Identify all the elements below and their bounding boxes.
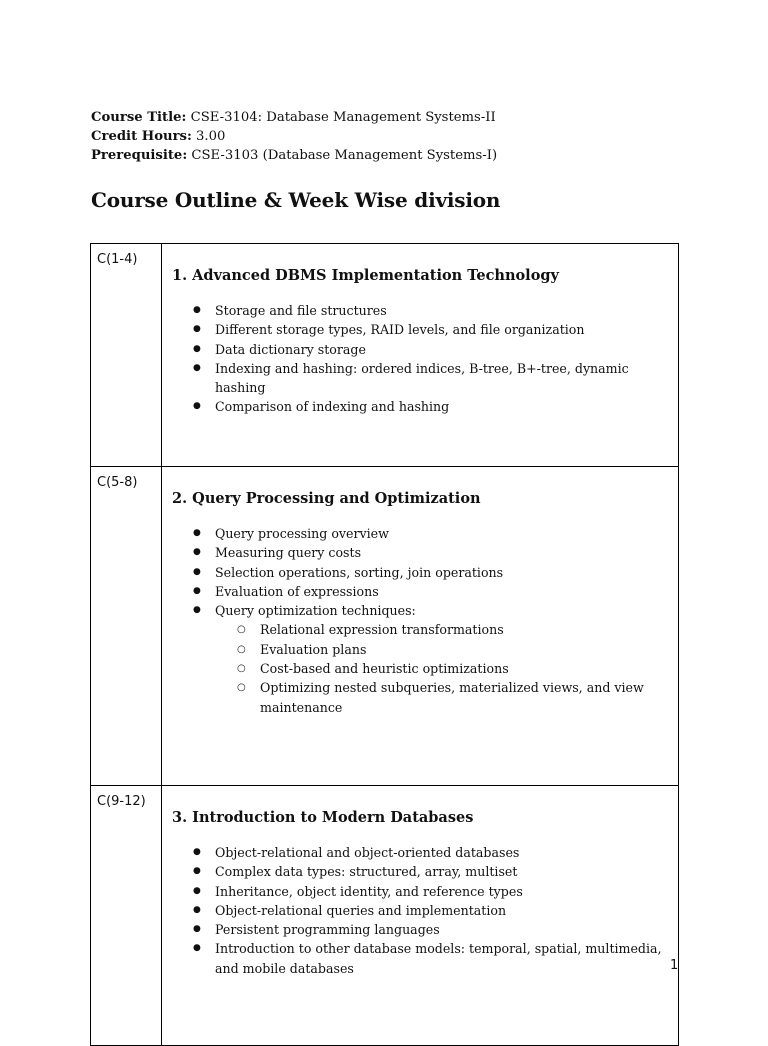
section-content <box>162 467 679 786</box>
subtopic-list <box>215 620 668 716</box>
sub-list-item: ○ Evaluation plans <box>215 640 668 659</box>
credit-hours-value: 3.00 <box>196 129 226 144</box>
list-item: ● Comparison of indexing and hashing <box>172 397 668 416</box>
prerequisite-value: CSE-3103 (Database Management Systems-I) <box>191 148 498 163</box>
table-row <box>91 467 679 786</box>
prerequisite-label: Prerequisite: <box>91 148 188 163</box>
list-item: ● Selection operations, sorting, join operations <box>172 563 668 582</box>
section-title: 3. Introduction to Modern Databases <box>172 809 474 826</box>
table-row <box>91 786 679 1046</box>
sub-list-item: ○ Relational expression transformations <box>215 620 668 639</box>
prerequisite-line <box>91 146 497 165</box>
credit-hours-label: Credit Hours: <box>91 129 192 144</box>
credit-hours-line <box>91 127 497 146</box>
course-title-value: CSE-3104: Database Management Systems-II <box>190 110 496 125</box>
topic-list <box>172 524 668 717</box>
list-item <box>172 601 668 717</box>
list-item-label: Query optimization techniques: <box>215 603 416 619</box>
list-item: ● Evaluation of expressions <box>172 582 668 601</box>
list-item: ● Query processing overview <box>172 524 668 543</box>
week-range: C(1-4) <box>91 244 162 467</box>
course-title-label: Course Title: <box>91 110 187 125</box>
topic-list <box>172 843 668 978</box>
sub-list-item: ○ Optimizing nested subqueries, materialized views, and view maintenance <box>215 678 668 717</box>
list-item: ● Data dictionary storage <box>172 340 668 359</box>
list-item: ● Indexing and hashing: ordered indices, B-tree, B+-tree, dynamic hashing <box>172 359 668 398</box>
table-row <box>91 244 679 467</box>
list-item: ● Different storage types, RAID levels, and file organization <box>172 320 668 339</box>
week-range: C(5-8) <box>91 467 162 786</box>
list-item: ● Object-relational queries and implementation <box>172 901 668 920</box>
section-title: 2. Query Processing and Optimization <box>172 490 481 507</box>
week-range: C(9-12) <box>91 786 162 1046</box>
list-item: ● Inheritance, object identity, and reference types <box>172 882 668 901</box>
topic-list <box>172 301 668 417</box>
list-item: ● Introduction to other database models: temporal, spatial, multimedia, and mobile databases <box>172 939 668 978</box>
sub-list-item: ○ Cost-based and heuristic optimizations <box>215 659 668 678</box>
list-item: ● Measuring query costs <box>172 543 668 562</box>
list-item: ● Object-relational and object-oriented databases <box>172 843 668 862</box>
page-number: 1 <box>670 958 679 973</box>
course-title-line <box>91 108 497 127</box>
section-title: 1. Advanced DBMS Implementation Technology <box>172 267 559 284</box>
list-item: ● Persistent programming languages <box>172 920 668 939</box>
list-item: ● Complex data types: structured, array, multiset <box>172 862 668 881</box>
section-content <box>162 244 679 467</box>
section-content <box>162 786 679 1046</box>
section-heading: Course Outline & Week Wise division <box>91 188 501 212</box>
course-info <box>91 108 497 165</box>
list-item: ● Storage and file structures <box>172 301 668 320</box>
course-outline-table <box>90 243 679 1046</box>
